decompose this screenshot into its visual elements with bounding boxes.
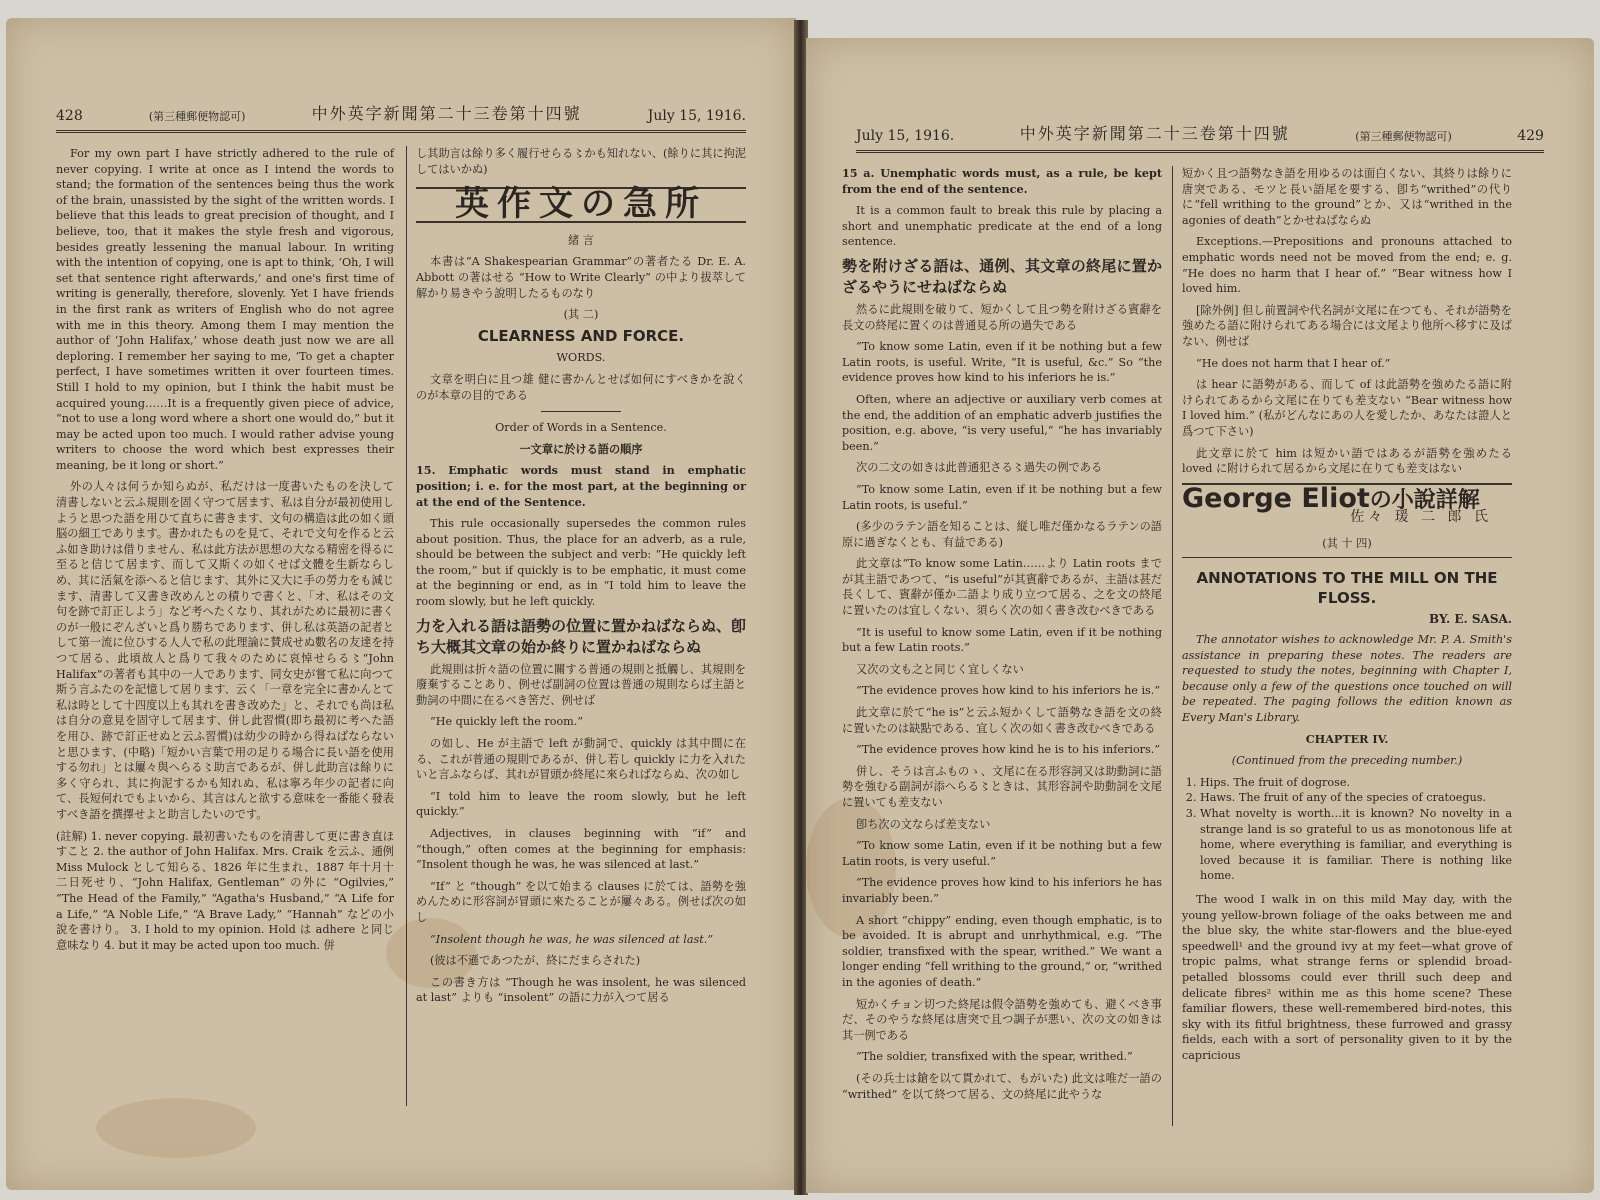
- left-page: [6, 18, 796, 1190]
- left-column-2: [416, 146, 746, 1012]
- part-number: (其 十 四): [1322, 536, 1372, 550]
- postal-permit: (第三種郵便物認可): [1355, 130, 1452, 143]
- annotations: (註解) 1. never copying. 最初書いたものを清書して更に書き直ほすこと 2. the author of John Halifax. Mrs. Craik を云ふ、通例 Miss Mulock として知らる、1826 年に生まれ、1887 年十月十二日死せり、“John Halifax, Gentleman” の外に “Ogilvies,” “The Head of the Family,” “Agatha's Husband,” “A Life for a Life,” “A Noble Life,” “A Brave Lady,” “Hannah” などの小說を書けり。 3. I hold to my opinion. Hold は adhere と同じ意味なり 4. but it may be acted upon too much. 併: [56, 829, 394, 952]
- text: It is a common fault to break this rule by placing a short and unemphatic predicate at the end of a long sentence.: [842, 204, 1162, 249]
- continued-note: し其助言は餘り多く履行せらる〻かも知れない、(餘りに其に拘泥してはいかぬ): [416, 147, 746, 176]
- ge-title-en: George Eliot: [1182, 482, 1370, 514]
- example-3: “Insolent though he was, he was silenced at last.”: [430, 932, 714, 946]
- text: 此文章に於て him は短かい語ではあるが語勢を強めたる loved に附けられて居るから文尾に在りても差支はない: [1182, 446, 1512, 476]
- divider: [541, 411, 621, 412]
- issue-date: July 15, 1916.: [647, 108, 746, 124]
- ge-title-ja: の小說詳解: [1369, 487, 1480, 513]
- text: 此文章は“To know some Latin……より Latin roots までが其主語であつて、“is useful”が其賓辭であるが、主語は甚だ長くして、賓辭が僅か二語より成り立つて居る、之を文の終尾に置いたのは宜しくない、須らく次の如く書き改むべきである: [842, 557, 1162, 618]
- george-eliot-title: [1182, 482, 1512, 514]
- example-2: “I told him to leave the room slowly, but he left quickly.”: [416, 789, 746, 819]
- example: “The evidence proves how kind to his inferiors he has invariably been.”: [842, 876, 1162, 905]
- journal-title: 中外英字新聞第二十三卷第十四號: [311, 104, 582, 123]
- intro-text: 文章を明白に且つ雄 健に書かんとせば如何にすべきかを說くのが本章の目的である: [416, 372, 746, 402]
- right-running-head: [856, 118, 1544, 153]
- english-quote: For my own part I have strictly adhered to the rule of never copying. I write at once as I intend the words to stand; the formation of the sentences being thus the work of the brain, unassisted by the sight of the written words. I believe that this leads to great precision of thought, and I believe, too, that it makes the style fresh and vigorous, besides greatly lessening the manual labour. In writing with the intention of copying, one is apt to think, ‘Oh, I will set that sentence right afterwards,’ and one's first time of writing is generally, therefore, slovenly. Yet I have friends in the first rank as writers of English who do not agree with me in this theory. Among them I may mention the author of ‘John Halifax,’ whose death just now we are all deploring. I remember her saying to me, ‘To get a chapter perfect, I have sometimes written it over fourteen times. Still I hold to my opinion, but I think the habit must be acquired young……It is a frequently given piece of advice, “not to use a long word where a short one would do,” but it may be acted upon too much. I would rather advise young writers to choose the word which best expresses their meaning, be it long or short.”: [56, 147, 394, 472]
- text: 此文章に於て“he is”と云ふ短かくして語勢なき語を文の終に置いたのは缺點である、宜しく次の如く書き改むべきである: [842, 706, 1162, 735]
- example: “The evidence proves how kind to his inferiors he is.”: [856, 684, 1161, 698]
- notes-list: [1200, 775, 1512, 884]
- order-heading-en: Order of Words in a Sentence.: [495, 421, 667, 435]
- right-column-2: [1182, 166, 1512, 1070]
- example-1: “He quickly left the room.”: [430, 715, 584, 729]
- exceptions: Exceptions.—Prepositions and pronouns attached to emphatic words need not be moved from the end; e. g. “He does no harm that I hear of.” “Bear witness how I loved him.: [1182, 235, 1512, 296]
- text: 併し、そうは言ふものゝ、文尾に在る形容詞又は助動詞に語勢を強むる副詞が添へらる〻ときは、其形容詞や助動詞を文尾に置いても差支ない: [842, 764, 1162, 809]
- right-page: [806, 38, 1594, 1193]
- example: “The evidence proves how kind he is to his inferiors.”: [856, 743, 1161, 757]
- text: A short “chippy” ending, even though emphatic, is to be avoided. It is abrupt and unrhythmical, e.g. “The soldier, transfixed with the spear, writhed.” We want a longer ending “fell writhing to the ground,” or, “writhed in the agonies of death.”: [842, 913, 1162, 989]
- example: “To know some Latin, even if it be nothing but a few Latin roots, is very useful.”: [842, 839, 1162, 868]
- ja-explanation-4: この書き方は “Though he was insolent, he was silenced at last” よりも “insolent” の語に力が入つて居る: [416, 975, 746, 1005]
- text: 短かくチョン切つた終尾は假令語勢を強めても、避くべき事だ、そのやうな終尾は唐突で且つ調子が悪い、次の文の如きは其一例である: [842, 997, 1162, 1042]
- page-number: 428: [56, 108, 83, 124]
- section-heading: CLEARNESS AND FORCE.: [477, 326, 685, 345]
- japanese-translation: 外の人々は何うか知らぬが、私だけは一度書いたものを決して清書しないと云ふ規則を固く守つて居ます、私は自分が最初使用しようと思つた語を用ひて直ちに書きます、文句の構造は此の如く頭脳の細工であります。書かれたものを見て、それで文句を作ると云ふ如き助けは借りません、私は此方法が思想の大なる精密を得るに至ると信じて居ます、而して又斯くの如くせば文體を生新ならしめ、其に活氣を添へると信じます、其外に又大に手の勞力をも減じます、清書して又書き改めんとの積りで書くと、「オ、私はその文句を跡で訂正しよう」など考へたくなり、其れがために最初に書くのが一般にぞんざいと爲り勝ちであります、併し私は英語の記者として第一流に位ひする人人で私の此理論に賛成せぬ數名の友達を持つて居る、此頃故人と爲りて我々のために哀悼せらる〻“John Halifax”の著者も其中の一人であります、同女史が嘗て私に向つて斯う言ふたのを記憶して居ります、云く「一章を完全に書かんとて私は時として十四度以上も其れを書き改めた」と、それでも尚ほ私は自分の意見を固守して居ます、併し此習慣(即ち最初に考へた語を用ひ、跡で訂正せぬと云ふ習慣)は幼少の時から得ねばならないと思ひます、(中略)「短かい言葉で用の足りる場合に長い語を使用する勿れ」とは屢々與へらる〻助言であるが、併し此助言は餘りに多く守られ、其に拘泥するかも知れぬ、私は寧ろ年少の記者に向て、長短何れでもよいから、其言はんと欲する意味を一番能く發表すべき語を撰擇せよと助言したいのです。: [56, 480, 394, 821]
- list-item: 2. Haws. The fruit of any of the species of cratoegus.: [1200, 790, 1512, 806]
- annotator-note: The annotator wishes to acknowledge Mr. P. A. Smith's assistance in preparing these notes. The readers are requested to study the notes, beginning with Chapter I, because only a few of the questions once touched on will be repeated. The paging follows the edition known as Every Man's Library.: [1182, 633, 1512, 725]
- rule-ja: 力を入れる語は語勢の位置に置かねばならぬ、卽ち大概其文章の始か終りに置かねばならぬ: [416, 616, 747, 656]
- preface-label: 緒 言: [568, 233, 594, 247]
- example: “He does not harm that I hear of.”: [1196, 356, 1391, 370]
- page-number: 429: [1517, 128, 1544, 144]
- preface-text: 本書は“A Shakespearian Grammar”の著者たる Dr. E. A. Abbott の著はせる “How to Write Clearly” の中より拔萃して解かり易きやう說明したるものなり: [416, 255, 746, 300]
- text: 然るに此規則を破りて、短かくして且つ勢を附けざる賓辭を長文の終尾に置くのは普通見る所の過失である: [842, 302, 1162, 332]
- order-heading-ja: 一文章に於ける語の順序: [519, 441, 643, 456]
- example: “The soldier, transfixed with the spear, writhed.”: [856, 1050, 1133, 1064]
- column-divider: [1172, 166, 1173, 1126]
- ja-explanation-1: 此規則は折々語の位置に關する普通の規則と抵觸し、其規則を廢棄することあり、例せば副詞の位置は普通の規則ならば主語と動詞の中間に在るべき筈だ、例せば: [416, 662, 746, 707]
- ja-explanation-2: の如し、He が主語で left が動詞で、quickly は其中間に在る、これが普通の規則であるが、併し若し quickly に力を入れたいと言ふならば、其れが冒頭か終尾に來らればならぬ、次の如し: [416, 737, 746, 782]
- journal-title: 中外英字新聞第二十三卷第十四號: [1019, 124, 1290, 143]
- author-name: 佐々 瑗 二 郎 氏: [1350, 509, 1492, 526]
- part-number: (其 二): [563, 308, 599, 322]
- example: “It is useful to know some Latin, even if it be nothing but a few Latin roots.”: [842, 625, 1162, 655]
- annotations-title: ANNOTATIONS TO THE MILL ON THE FLOSS.: [1182, 557, 1512, 608]
- text: [除外例] 但し前置詞や代名詞が文尾に在つても、それが語勢を強めたる語に附けられてある場合には文尾より他所へ移すに及ばない、例せば: [1182, 303, 1512, 348]
- text: は hear に語勢がある、而して of は此語勢を強めたる語に附けられてあるから文尾に在りても差支ない “Bear witness how I loved him.” (私がどんなにあの人を愛したか、あなたは證人と爲つて下さい): [1182, 378, 1512, 438]
- rule-15a: 15 a. Unemphatic words must, as a rule, be kept from the end of the sentence.: [842, 166, 1162, 196]
- rule-ja: 勢を附けざる語は、通例、其文章の終尾に置かざるやうにせねばならぬ: [842, 256, 1162, 296]
- text: 次の二文の如きは此普通犯さる〻過失の例である: [856, 461, 1103, 475]
- column-divider: [406, 146, 407, 1106]
- chapter-heading: CHAPTER IV.: [1305, 731, 1389, 746]
- right-column-1: [842, 166, 1162, 1108]
- postal-permit: (第三種郵便物認可): [148, 110, 246, 123]
- left-column-1: [56, 146, 394, 959]
- adjectives-text: Adjectives, in clauses beginning with “if” and “though,” often comes at the beginning for emphasis: “Insolent though he was, he was silenced at last.”: [416, 827, 746, 872]
- issue-date: July 15, 1916.: [856, 128, 955, 144]
- list-item: 3. What novelty is worth…it is known? No novelty in a strange land is so grateful to us as monotonous life at home, where everything is familiar, and everything is loved because it is familiar. There is nothing like home.: [1200, 806, 1512, 884]
- byline: BY. E. SASA.: [1429, 612, 1512, 627]
- text: (その兵士は鎗を以て貫かれて、もがいた) 此文は唯だ一語の “writhed” を以て終つて居る、文の終尾に此やうな: [842, 1071, 1162, 1101]
- article-title: 英作文の急所: [416, 187, 746, 223]
- text: Often, where an adjective or auxiliary verb comes at the end, the addition of an emphatic adverb justifies the position, e.g. above, “is very useful,” “he has invariably been.”: [842, 392, 1162, 453]
- rule-15: 15. Emphatic words must stand in emphatic position; i. e. for the most part, at the beginning or at the end of the Sentence.: [416, 463, 746, 509]
- text: 又次の文も之と同じく宜しくない: [856, 662, 1024, 676]
- ja-explanation-3: “If” と “though” を以て始まる clauses に於ては、語勢を強めんために形容詞が冒頭に來たることが屢々ある。例せば次の如し: [416, 879, 746, 924]
- stain: [96, 1098, 256, 1158]
- example: “To know some Latin, even if it be nothing but a few Latin roots, is useful.”: [842, 482, 1162, 512]
- novel-passage: The wood I walk in on this mild May day, with the young yellow-brown foliage of the oaks between me and the blue sky, the white star-flowers and the blue-eyed speedwell¹ and the ground ivy at my feet—what grove of tropic palms, what strange ferns or splendid broad-petalled blossoms could ever thrill such deep and delicate fibres² within me as this home scene? These familiar flowers, these well-remembered bird-notes, this sky with its fitful brightness, these furrowed and grassy fields, each with a sort of personality given to it by the capricious: [1182, 892, 1512, 1062]
- list-item: 1. Hips. The fruit of dogrose.: [1200, 775, 1512, 791]
- text: (多少のラテン語を知ることは、縦し唯だ僅かなるラテンの語原に過ぎなくとも、有益である): [842, 520, 1162, 549]
- left-running-head: [56, 98, 746, 133]
- rule-explanation: This rule occasionally supersedes the common rules about position. Thus, the place for an adverb, as a rule, should be between the subject and verb: “He quickly left the room,” but if quickly is to be emphatic, it must come at the beginning or end, as in “I told him to leave the room slowly, but he left quickly.: [416, 517, 746, 609]
- continued-line: (Continued from the preceding number.): [1231, 754, 1463, 768]
- text: 卽ち次の文ならば差支ない: [856, 817, 991, 831]
- subsection-heading: WORDS.: [556, 351, 606, 365]
- example-3-ja: (彼は不遜であつたが、終にだまらされた): [430, 954, 641, 968]
- example: “To know some Latin, even if it be nothing but a few Latin roots, is useful. Write, “It is useful, &c.” So “the evidence proves how kind to his inferiors he is.”: [842, 340, 1162, 385]
- text: 短かく且つ語勢なき語を用ゆるのは面白くない、其終りは餘りに唐突である、モツと長い語尾を要する、卽ち“writhed”の代りに“fell writhing to the ground”とか、又は“writhed in the agonies of death”とかせねばならぬ: [1182, 167, 1512, 227]
